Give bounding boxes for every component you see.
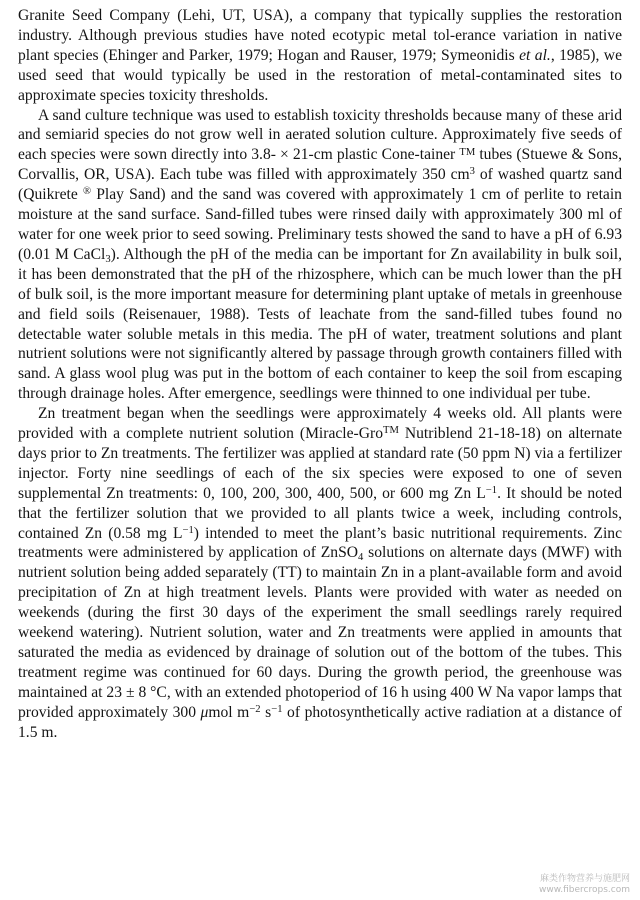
paragraph-zn-treatment: Zn treatment began when the seedlings were approximately 4 weeks old. All plants were provided with a complete nutrient solution (Miracle-Gro™ Nutriblend 21-18-18) on alternate days prior to Zn treatments. The fertilizer was applied at standard rate (50 ppm N) via a fertilizer injector. Forty nine seedlings of each of the six species were exposed to one of seven supplemental Zn treatments: 0, 100, 200, 300, 400, 500, or 600 mg Zn $L^{-1}$. It should be noted that the fertilizer solution that we provided to all plants twice a week, including controls, contained Zn (0.58 mg $L^{-1}$) intended to meet the plant’s basic nutritional requirements. Zinc treatments were administered by application of ZnSO$_4$ solutions on alternate days (MWF) with nutrient solution being added separately (TT) to maintain Zn in a plant-available form and avoid precipitation of Zn at high treatment levels. Plants were provided with water as needed on weekends (during the first 30 days of the experiment the small seedlings rarely required weekend watering). Nutrient solution, water and Zn treatments were applied in amounts that saturated the media as evidenced by drainage of solution out of the bottom of the tubes. This treatment regime was continued for 60 days. During the growth period, the greenhouse was maintained at 23 ± 8 °C, with an extended photoperiod of 16 h using 400 W Na vapor lamps that provided approximately 300 μmol $m^{-2}$ $s^{-1}$ of photosynthetically active radiation at a distance of 1.5 m. — [18, 405, 623, 741]
watermark-site-name: 麻类作物营养与施肥网 — [539, 874, 630, 884]
paragraph-sand-culture-method: A sand culture technique was used to establish toxicity thresholds because many of these arid and semiarid species do not grow well in aerated solution culture. Approximately five seeds of each species were sown directly into 3.8- × 21-cm plastic Cone-tainer ™ tubes (Stuewe & Sons, Corvallis, OR, USA). Each tube was filled with approximately 350 $cm^3$ of washed quartz sand (Quikrete ® Play Sand) and the sand was covered with approximately 1 cm of perlite to retain moisture at the sand surface. Sand-filled tubes were rinsed daily with approximately 300 ml of water for one week prior to seed sowing. Preliminary tests showed the sand to have a pH of 6.93 (0.01 M CaCl$_3$). Although the pH of the media can be important for Zn availability in bulk soil, it has been demonstrated that the pH of the rhizosphere, which can be much lower than the pH of bulk soil, is the more important measure for determining plant uptake of metals in greenhouse and field soils (Reisenauer, 1988). Tests of leachate from the sand-filled tubes found no detectable water soluble metals in this media. The pH of water, treatment solutions and plant nutrient solutions were not significantly altered by passage through growth containers filled with sand. A glass wool plug was put in the bottom of each container to keep the soil from escaping through drainage holes. After emergence, seedlings were thinned to one individual per tube. — [18, 106, 622, 403]
document-body — [18, 6, 622, 743]
watermark-url: www.fibercrops.com — [539, 885, 630, 895]
paragraph-seed-source: Granite Seed Company (Lehi, UT, USA), a company that typically supplies the restoration industry. Although previous studies have noted ecotypic metal tol-erance variation in native plant species (Ehinger and Parker, 1979; Hogan and Rauser, 1979; Symeonidis et al., 1985), we used seed that would typically be used in the restoration of metal-contaminated sites to approximate species toxicity thresholds. — [18, 7, 622, 104]
watermark — [500, 874, 630, 896]
